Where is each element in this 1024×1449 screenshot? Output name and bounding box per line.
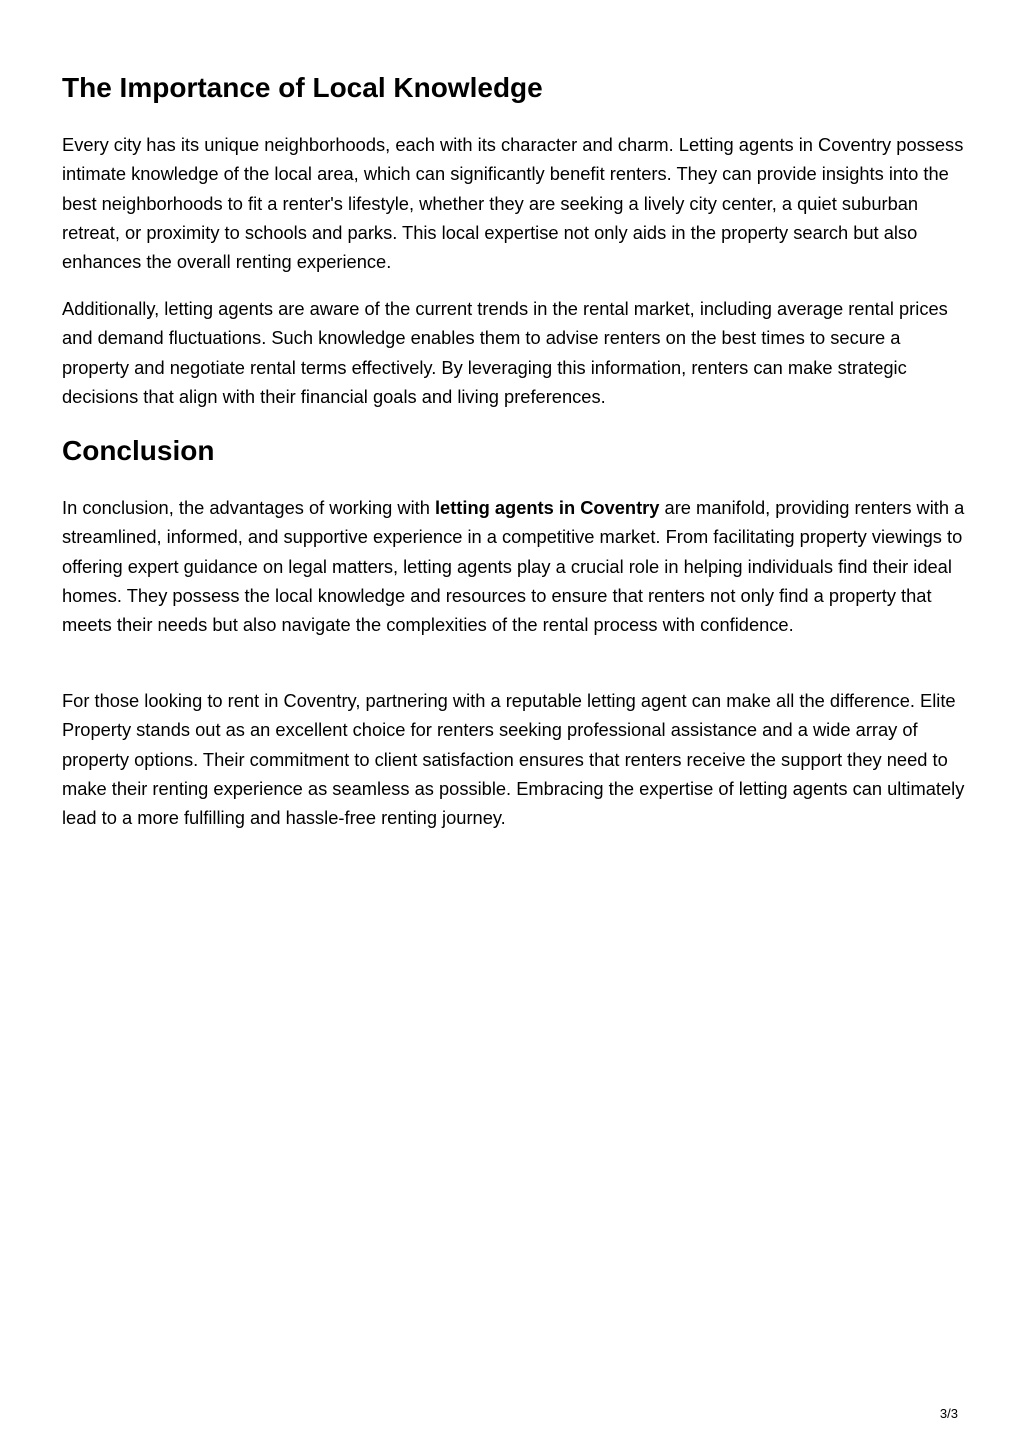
paragraph-local-knowledge-1: Every city has its unique neighborhoods, each with its character and charm. Letting agents in Coventry possess intimate knowledge of the local area, which can significantly benefit renters. They can provide insights into the best neighborhoods to fit a renter's lifestyle, whether they are seeking a lively city center, a quiet suburban retreat, or proximity to schools and parks. This local expertise not only aids in the property search but also enhances the overall renting experience. (62, 134, 964, 273)
section-heading-conclusion: Conclusion (62, 435, 215, 466)
bold-keyword-link-text: letting agents in Coventry (434, 497, 660, 518)
page-number: 3/3 (939, 1406, 958, 1421)
paragraph-conclusion-1 (62, 493, 968, 639)
paragraph-local-knowledge-2: Additionally, letting agents are aware of the current trends in the rental market, including average rental prices and demand fluctuations. Such knowledge enables them to advise renters on the best times to secure a property and negotiate rental terms effectively. By leveraging this information, renters can make strategic decisions that align with their financial goals and living preferences. (62, 298, 948, 407)
paragraph-conclusion-2: For those looking to rent in Coventry, partnering with a reputable letting agent can make all the difference. Elite Property stands out as an excellent choice for renters seeking professional assistance and a wide array of property options. Their commitment to client satisfaction ensures that renters receive the support they need to make their renting experience as seamless as possible. Embracing the expertise of letting agents can ultimately lead to a more fulfilling and hassle-free renting journey. (62, 690, 965, 829)
paragraph-text: are manifold, providing renters with a streamlined, informed, and supportive experience in a competitive market. From facilitating property viewings to offering expert guidance on legal matters, letting agents play a crucial role in helping individuals find their ideal homes. They possess the local knowledge and resources to ensure that renters not only find a property that meets their needs but also navigate the complexities of the rental process with confidence. (62, 497, 965, 636)
paragraph-text: In conclusion, the advantages of working with (62, 497, 435, 518)
section-heading-local-knowledge: The Importance of Local Knowledge (62, 72, 543, 103)
